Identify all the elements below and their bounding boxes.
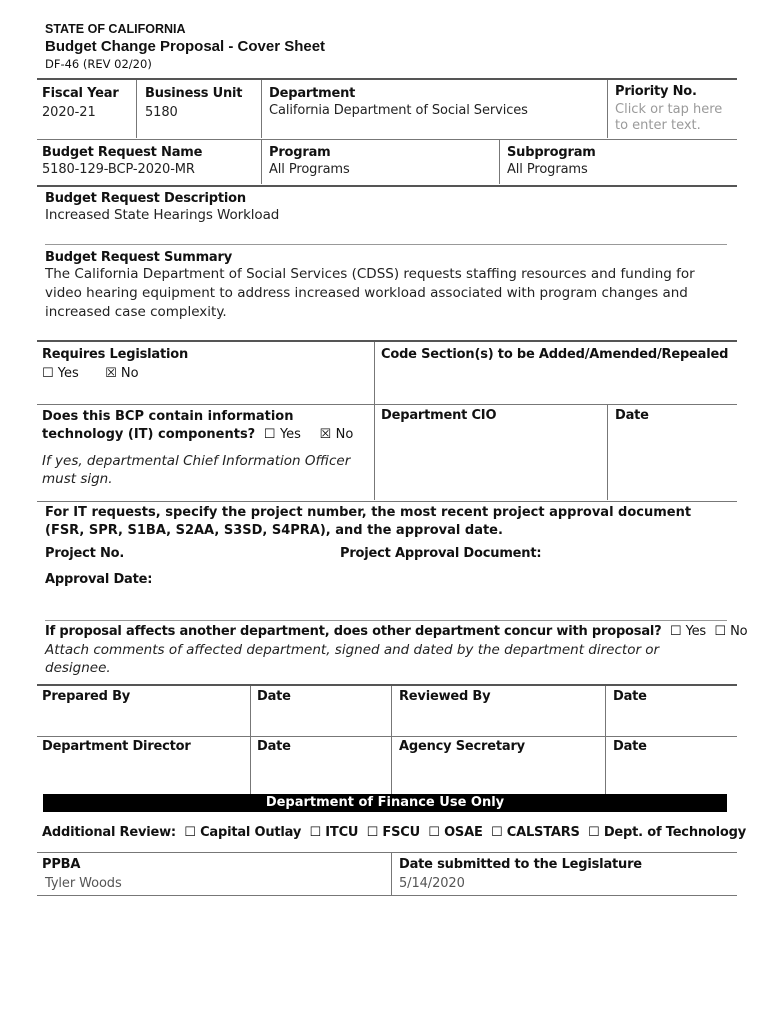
fscu-label: FSCU [382,825,420,840]
concurrence-no-checkbox[interactable]: ☐ [714,624,726,639]
capital-outlay-checkbox[interactable]: ☐ [184,825,196,840]
legislation-yes-checkbox[interactable]: ☐ [42,366,54,381]
department-value[interactable]: California Department of Social Services [269,103,528,118]
ppba-value[interactable]: Tyler Woods [45,876,122,891]
request-name-value[interactable]: 5180-129-BCP-2020-MR [42,162,195,177]
director-label: Department Director [42,739,191,754]
fscu-checkbox[interactable]: ☐ [366,825,379,840]
program-label: Program [269,145,331,160]
agency-secretary-label: Agency Secretary [399,739,525,754]
it-yes-label: Yes [279,427,301,442]
program-value[interactable]: All Programs [269,162,350,177]
concurrence-yes-checkbox[interactable]: ☐ [669,624,682,639]
cio-label: Department CIO [381,408,497,423]
summary-label: Budget Request Summary [45,250,232,265]
osae-label: OSAE [444,825,483,840]
agency-date-label: Date [613,739,647,754]
additional-review-label: Additional Review: [42,825,176,840]
concurrence-no-label: No [730,624,748,639]
additional-review [42,825,746,840]
legislation-no-checkbox[interactable]: ☒ [105,366,117,381]
form-number: DF-46 (REV 02/20) [45,57,152,71]
business-unit-label: Business Unit [145,86,243,101]
business-unit-value[interactable]: 5180 [145,105,178,120]
form-title: Budget Change Proposal - Cover Sheet [45,38,326,55]
department-label: Department [269,86,356,101]
priority-label: Priority No. [615,84,697,99]
project-no-label: Project No. [45,546,125,561]
subprogram-label: Subprogram [507,145,596,160]
legislation-label: Requires Legislation [42,347,189,362]
capital-outlay-label: Capital Outlay [200,825,302,840]
it-note: If yes, departmental Chief Information Officer must sign. [42,453,351,487]
concurrence-question-text: If proposal affects another department, does other department concur with proposal? [45,624,662,639]
description-value[interactable]: Increased State Hearings Workload [45,207,280,223]
summary-text[interactable]: The California Department of Social Services (CDSS) requests staffing resources and funding for video hearing equipment to address increased workload associated with program changes and increased case complexity. [45,266,695,320]
it-no-checkbox[interactable]: ☒ [319,427,332,442]
date-submitted-value[interactable]: 5/14/2020 [399,876,465,891]
priority-field[interactable]: Click or tap here to enter text. [615,102,723,133]
it-requests-text: For IT requests, specify the project number, the most recent project approval document (FSR, SPR, S1BA, S2AA, S3SD, S4PRA), and the approval date. [45,505,692,538]
finance-banner [43,794,727,812]
osae-checkbox[interactable]: ☐ [428,825,440,840]
itcu-label: ITCU [325,825,359,840]
calstars-checkbox[interactable]: ☐ [490,825,503,840]
legislation-yes-label: Yes [57,366,79,381]
prepared-by-label: Prepared By [42,689,131,704]
calstars-label: CALSTARS [506,825,580,840]
it-question-text: Does this BCP contain information technology (IT) components? [42,409,294,442]
it-yes-checkbox[interactable]: ☐ [263,427,276,442]
itcu-checkbox[interactable]: ☐ [309,825,321,840]
approval-date-label: Approval Date: [45,572,153,587]
it-no-label: No [335,427,354,442]
finance-banner-text: Department of Finance Use Only [265,795,505,810]
prepared-date-label: Date [257,689,291,704]
subprogram-value[interactable]: All Programs [507,162,588,177]
dept-technology-label: Dept. of Technology [603,825,747,840]
request-name-label: Budget Request Name [42,145,203,160]
date-submitted-label: Date submitted to the Legislature [399,857,642,872]
legislation-options [42,366,139,381]
concurrence-note: Attach comments of affected department, signed and dated by the department director or designee. [45,642,660,676]
fiscal-year-label: Fiscal Year [42,86,119,101]
director-date-label: Date [257,739,291,754]
code-sections-label: Code Section(s) to be Added/Amended/Repealed [381,347,729,362]
description-label: Budget Request Description [45,191,246,206]
it-question [42,408,362,444]
ppba-label: PPBA [42,857,81,872]
cio-date-label: Date [615,408,649,423]
reviewed-date-label: Date [613,689,647,704]
state-heading: STATE OF CALIFORNIA [45,22,186,36]
approval-doc-label: Project Approval Document: [340,546,542,561]
legislation-no-label: No [120,366,139,381]
fiscal-year-value[interactable]: 2020-21 [42,105,96,120]
dept-technology-checkbox[interactable]: ☐ [588,825,600,840]
concurrence-question [45,624,747,639]
concurrence-yes-label: Yes [685,624,706,639]
reviewed-by-label: Reviewed By [399,689,491,704]
